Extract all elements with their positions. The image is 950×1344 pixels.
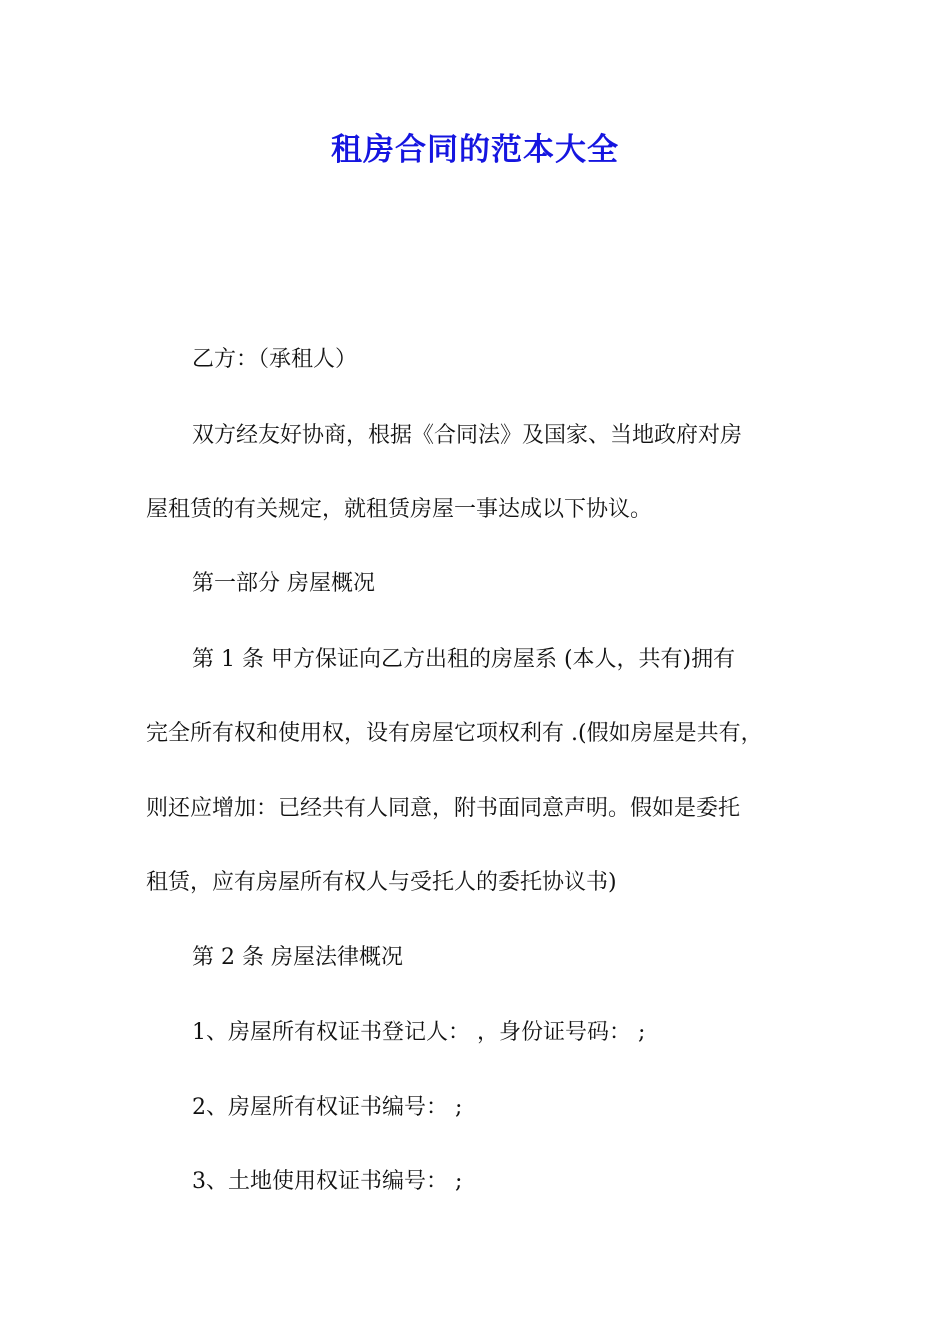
list-item: 2、房屋所有权证书编号： ; [192,1095,463,1120]
article-line: 第 1 条 甲方保证向乙方出租的房屋系 (本人，共有)拥有 [192,647,736,672]
paragraph-line: 屋租赁的有关规定，就租赁房屋一事达成以下协议。 [146,497,653,522]
paragraph-line: 则还应增加：已经共有人同意，附书面同意声明。假如是委托 [146,796,741,821]
paragraph-line: 双方经友好协商，根据《合同法》及国家、当地政府对房 [192,423,743,448]
section-heading: 第一部分 房屋概况 [192,571,375,596]
paragraph-line: 租赁，应有房屋所有权人与受托人的委托协议书) [146,870,617,895]
party-b-line: 乙方：（承租人） [192,347,358,372]
list-item: 1、房屋所有权证书登记人： ，身份证号码： ; [192,1020,646,1045]
list-item: 3、土地使用权证书编号： ; [192,1169,463,1194]
document-title: 租房合同的范本大全 [331,132,619,168]
article-line: 第 2 条 房屋法律概况 [192,945,403,970]
paragraph-line: 完全所有权和使用权，设有房屋它项权利有 .(假如房屋是共有， [146,721,763,746]
